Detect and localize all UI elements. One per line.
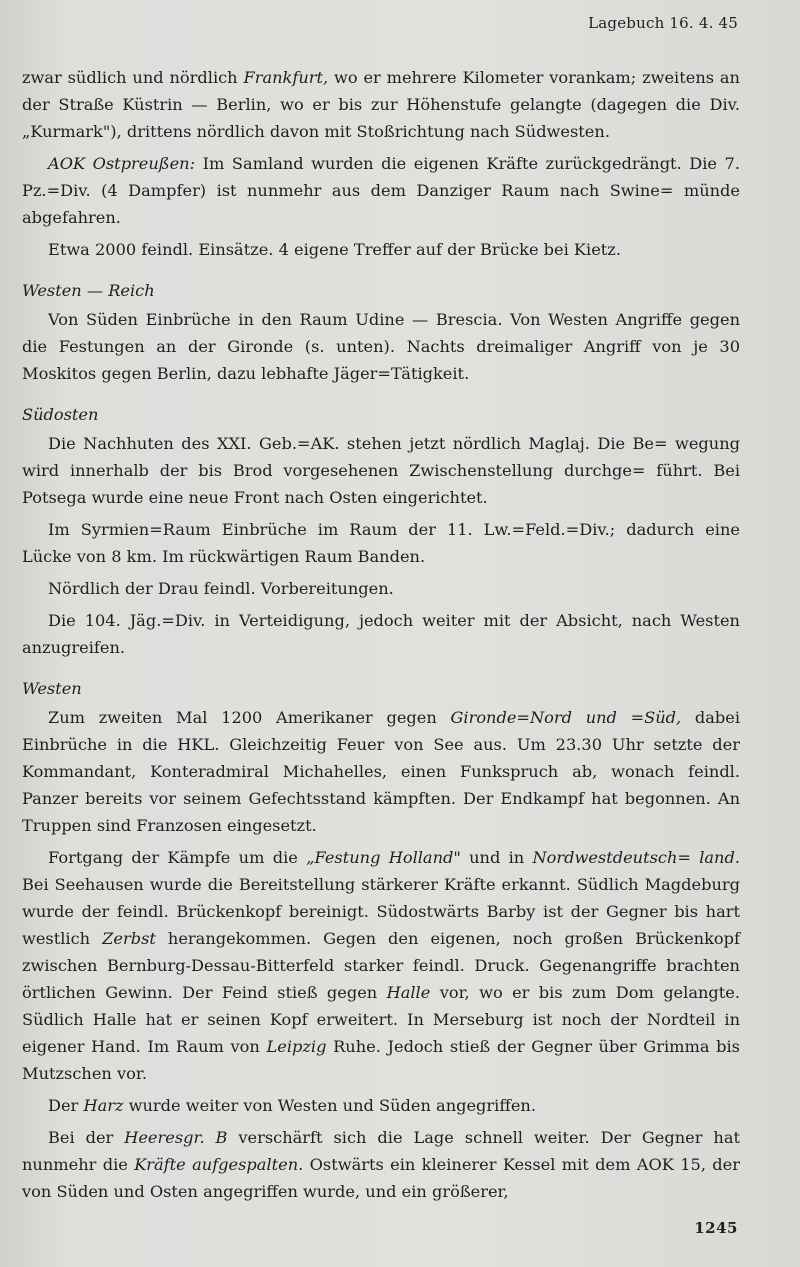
text-span: vor, wo er bis zum Dom gelangte. Südlich Halle hat er seinen Kopf erweitert. In Merseburg ist noch der Nordteil in eigener Hand. Im Raum von xyxy=(22,983,740,1056)
text-span: verschärft sich die Lage schnell weiter. Der Gegner hat nunmehr die xyxy=(22,1128,740,1174)
text-span-italic: Halle xyxy=(386,983,431,1002)
paragraph-12 xyxy=(22,1124,740,1205)
page-number: 1245 xyxy=(694,1219,738,1237)
text-span: Zum zweiten Mal 1200 Amerikaner gegen xyxy=(48,708,451,727)
paragraph-1 xyxy=(22,64,740,145)
text-span: dabei Einbrüche in die HKL. Gleichzeitig Feuer von See aus. Um 23.30 Uhr setzte der Kommandant, Konteradmiral Michahelles, einen Funkspruch ab, wonach feindl. Panzer bereits vor seinem Gefechtsstand kämpften. Der Endkampf hat begonnen. An Truppen sind Franzosen eingesetzt. xyxy=(22,708,741,835)
paragraph-6: Im Syrmien=Raum Einbrüche im Raum der 11. Lw.=Feld.=Div.; dadurch eine Lücke von 8 km. Im rückwärtigen Raum Banden. xyxy=(22,520,740,566)
text-span: Bei der xyxy=(48,1128,125,1147)
text-span: Ruhe. Jedoch stieß der Gegner über Grimma bis Mutzschen vor. xyxy=(22,1037,740,1083)
section-heading-westen-reich: Westen — Reich xyxy=(22,281,155,300)
body-text xyxy=(22,64,740,1210)
text-span-italic: „Festung Holland" xyxy=(306,848,461,867)
text-span: herangekommen. Gegen den eigenen, noch großen Brückenkopf zwischen Bernburg-Dessau-Bitterfeld starker feindl. Druck. Gegenangriffe brachten örtlichen Gewinn. Der Feind stieß gegen xyxy=(22,929,740,1002)
paragraph-10 xyxy=(22,844,740,1087)
text-span: wurde weiter von Westen und Süden angegriffen. xyxy=(123,1096,536,1115)
text-span: zwar südlich und nördlich xyxy=(22,68,244,87)
text-span-italic: Kräfte aufgespalten. xyxy=(134,1155,304,1174)
running-header: Lagebuch 16. 4. 45 xyxy=(588,14,738,32)
section-heading-westen: Westen xyxy=(22,679,82,698)
text-span-italic: Heeresgr. B xyxy=(124,1128,228,1147)
text-span: Im Samland wurden die eigenen Kräfte zurückgedrängt. Die 7. Pz.=Div. (4 Dampfer) ist nunmehr aus dem Danziger Raum nach Swine= münde abgefahren. xyxy=(22,154,740,227)
paragraph-3: Etwa 2000 feindl. Einsätze. 4 eigene Treffer auf der Brücke bei Kietz. xyxy=(48,240,621,259)
text-span-italic: Gironde=Nord und =Süd, xyxy=(450,708,682,727)
text-span: und in xyxy=(460,848,533,867)
text-span-italic: AOK Ostpreußen: xyxy=(48,154,196,173)
text-span-italic: Harz xyxy=(83,1096,124,1115)
text-span-italic: Leipzig xyxy=(266,1037,327,1056)
paragraph-5: Die Nachhuten des XXI. Geb.=AK. stehen jetzt nördlich Maglaj. Die Be= wegung wird innerhalb der bis Brod vorgesehenen Zwischenstellung durchge= führt. Bei Potsega wurde eine neue Front nach Osten eingerichtet. xyxy=(22,434,740,507)
paragraph-8: Die 104. Jäg.=Div. in Verteidigung, jedoch weiter mit der Absicht, nach Westen anzugreifen. xyxy=(22,611,740,657)
text-span: Bei Seehausen wurde die Bereitstellung stärkerer Kräfte erkannt. Südlich Magdeburg wurde der feindl. Brückenkopf bereinigt. Südostwärts Barby ist der Gegner bis hart westlich xyxy=(22,875,740,948)
text-span: Der xyxy=(48,1096,84,1115)
text-span: Fortgang der Kämpfe um die xyxy=(48,848,307,867)
text-span-italic: Nordwestdeutsch= land. xyxy=(532,848,740,867)
text-span-italic: Zerbst xyxy=(102,929,156,948)
section-heading-suedosten: Südosten xyxy=(22,405,99,424)
paragraph-11 xyxy=(22,1092,740,1119)
text-span-italic: Frankfurt, xyxy=(243,68,329,87)
paragraph-4: Von Süden Einbrüche in den Raum Udine — Brescia. Von Westen Angriffe gegen die Festungen an der Gironde (s. unten). Nachts dreimaliger Angriff von je 30 Moskitos gegen Berlin, dazu lebhafte Jäger=Tätigkeit. xyxy=(22,310,740,383)
text-span: Ostwärts ein kleinerer Kessel mit dem AOK 15, der von Süden und Osten angegriffen wurde, und ein größerer, xyxy=(22,1155,740,1201)
text-span: wo er mehrere Kilometer vorankam; zweitens an der Straße Küstrin — Berlin, wo er bis zur Höhenstufe gelangte (dagegen die Div. „Kurmark"), drittens nördlich davon mit Stoßrichtung nach Südwesten. xyxy=(22,68,740,141)
paragraph-2 xyxy=(22,150,740,231)
paragraph-9 xyxy=(22,704,740,839)
paragraph-7: Nördlich der Drau feindl. Vorbereitungen. xyxy=(48,579,394,598)
